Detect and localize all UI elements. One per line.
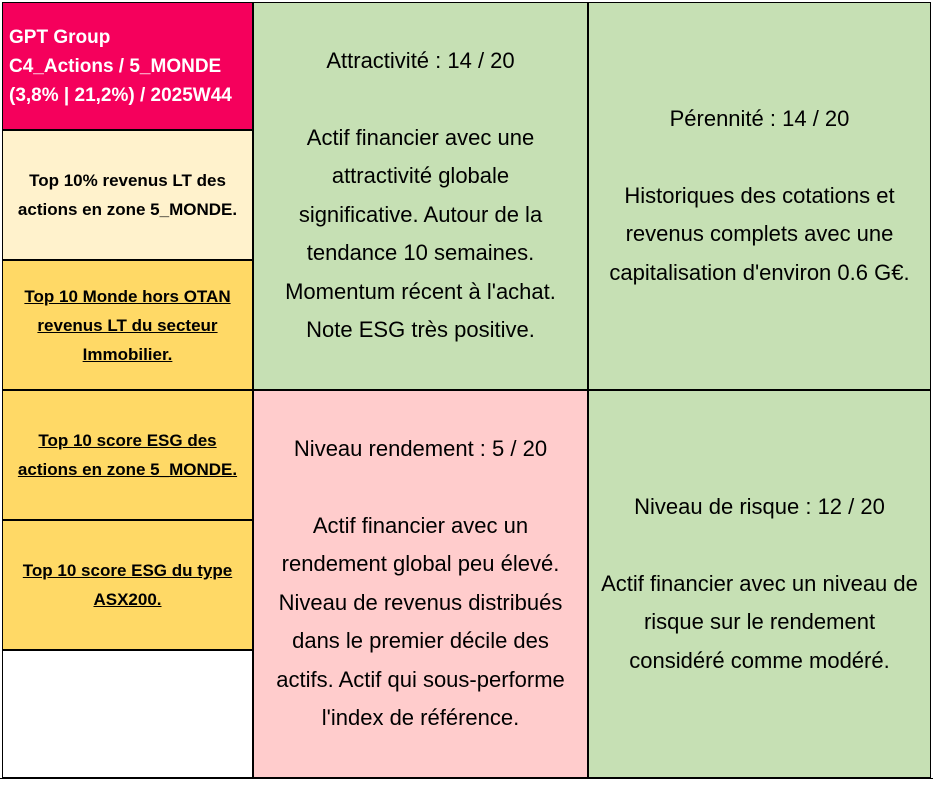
attractivite-line: attractivité globale: [331, 163, 510, 189]
asset-category: C4_Actions / 5_MONDE: [9, 55, 222, 77]
attractivite-line: Momentum récent à l'achat.: [285, 278, 556, 304]
tag-line: actions en zone 5_MONDE.: [17, 200, 238, 219]
attractivite-title: Attractivité : 14 / 20: [326, 48, 515, 74]
bottom-border: [0, 778, 933, 785]
perennite-line: Historiques des cotations et: [624, 182, 895, 208]
tag-line: Top 10% revenus LT des: [29, 171, 226, 190]
tag-top10-esg-asx200[interactable]: [2, 520, 253, 650]
asset-name: GPT Group: [9, 26, 111, 48]
perennite-line: revenus complets avec une: [625, 221, 894, 246]
tag-line: Top 10 score ESG des: [38, 431, 217, 450]
tag-line: Top 10 Monde hors OTAN: [24, 286, 231, 306]
tag-line: Immobilier.: [82, 344, 173, 364]
tag-top10pct-revenus: [2, 130, 253, 260]
empty-cell: [2, 650, 253, 778]
rendement-line: actifs. Actif qui sous-performe: [276, 666, 565, 692]
attractivite-panel: [253, 2, 588, 390]
asset-header: [2, 2, 253, 130]
risque-panel: [588, 390, 931, 778]
attractivite-line: Actif financier avec une: [306, 124, 535, 150]
tag-line: revenus LT du secteur: [37, 315, 218, 335]
attractivite-line: tendance 10 semaines.: [306, 240, 535, 266]
rendement-panel: [253, 390, 588, 778]
risque-line: risque sur le rendement: [643, 609, 876, 634]
perennite-line: capitalisation d'environ 0.6 G€.: [609, 259, 910, 285]
rendement-line: rendement global peu élevé.: [281, 551, 560, 577]
risque-title: Niveau de risque : 12 / 20: [634, 494, 885, 519]
rendement-line: Actif financier avec un: [312, 512, 529, 538]
tag-top10-esg-zone[interactable]: [2, 390, 253, 520]
perennite-title: Pérennité : 14 / 20: [669, 106, 850, 131]
rendement-line: dans le premier décile des: [292, 628, 549, 654]
risque-line: considéré comme modéré.: [629, 647, 890, 673]
rendement-title: Niveau rendement : 5 / 20: [293, 436, 548, 462]
tag-top10-monde-hors-otan[interactable]: [2, 260, 253, 390]
risque-line: Actif financier avec un niveau de: [601, 570, 918, 596]
attractivite-line: significative. Autour de la: [298, 201, 543, 227]
rendement-line: Niveau de revenus distribués: [278, 589, 563, 615]
asset-stats: (3,8% | 21,2%) / 2025W44: [9, 84, 232, 106]
tag-line: ASX200.: [93, 590, 162, 609]
perennite-panel: [588, 2, 931, 390]
rendement-line: l'index de référence.: [321, 705, 520, 731]
tag-line: Top 10 score ESG du type: [22, 561, 233, 580]
attractivite-line: Note ESG très positive.: [306, 317, 535, 343]
tag-line: actions en zone 5_MONDE.: [17, 460, 238, 479]
